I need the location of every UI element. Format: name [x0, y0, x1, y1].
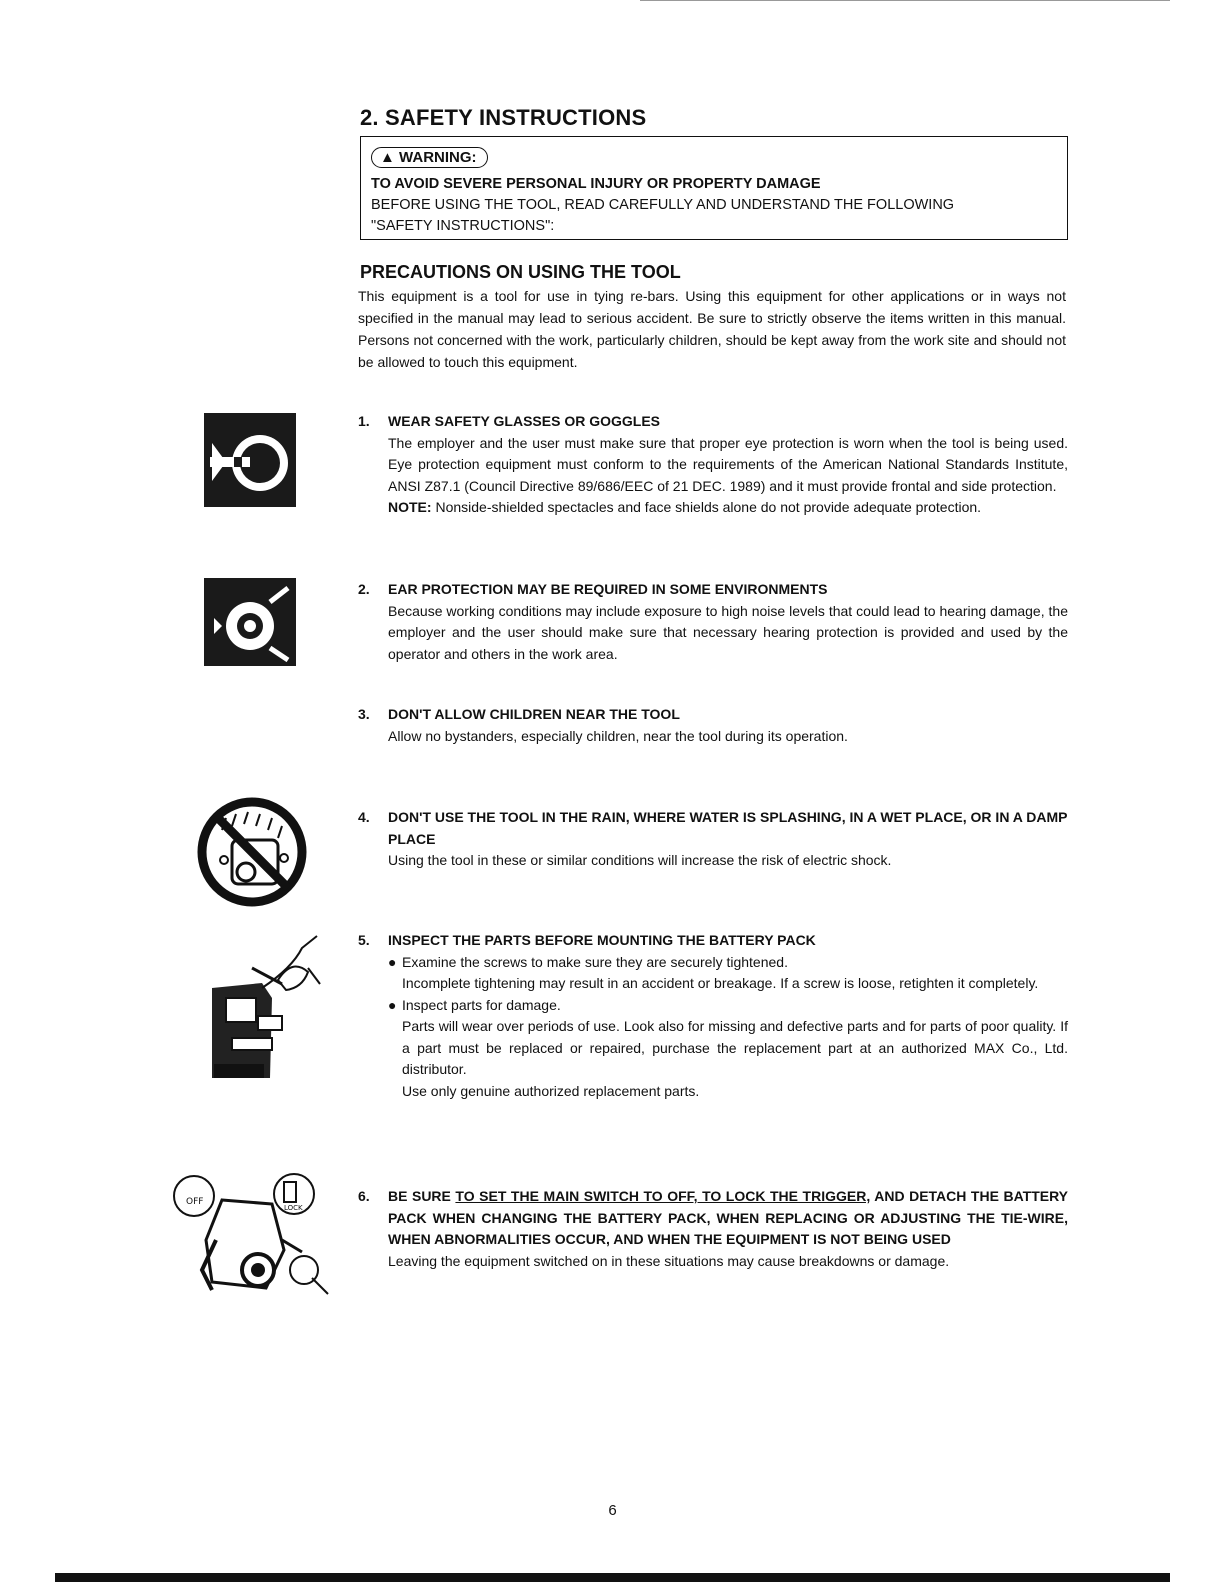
- item-4-body: Using the tool in these or similar conditions will increase the risk of electric shock.: [388, 852, 892, 868]
- item-3: 3. DON'T ALLOW CHILDREN NEAR THE TOOL Allow no bystanders, especially children, near the tool during its operation.: [358, 704, 1068, 747]
- item-1-body: The employer and the user must make sure that proper eye protection is worn when the tool is being used. Eye protection equipment must conform to the requirements of the American National Standards Institute, ANSI Z87.1 (Council Directive 89/686/EEC of 21 DEC. 1989) and it must provide frontal and side protection.: [388, 434, 1068, 494]
- item-5-bullet-2: ● Inspect parts for damage.: [388, 996, 561, 1013]
- item-5-bullet-1: ● Examine the screws to make sure they are securely tightened.: [388, 953, 788, 970]
- item-2-body: Because working conditions may include exposure to high noise levels that could lead to hearing damage, the employer and the user should make sure that necessary hearing protection is provided and used by the operator and others in the work area.: [388, 602, 1068, 662]
- warning-box: [360, 136, 1068, 240]
- item-1: 1. WEAR SAFETY GLASSES OR GOGGLES The employer and the user must make sure that proper eye protection is worn when the tool is being used. Eye protection equipment must conform to the requirements of the American National Standards Institute, ANSI Z87.1 (Council Directive 89/686/EEC of 21 DEC. 1989) and it must provide frontal and side protection. NOTE: Nonside-shielded spectacles and face shields alone do not provide adequate protection.: [358, 411, 1068, 519]
- no-rain-icon: [196, 796, 308, 908]
- precautions-heading: PRECAUTIONS ON USING THE TOOL: [360, 262, 681, 282]
- switch-off-lock-icon: [172, 1170, 332, 1300]
- item-4: 4. DON'T USE THE TOOL IN THE RAIN, WHERE WATER IS SPLASHING, IN A WET PLACE, OR IN A DAMP PLACE Using the tool in these or similar conditions will increase the risk of electric shock.: [358, 807, 1068, 872]
- top-rule: [640, 0, 1170, 1]
- item-5-bullet-2-extra: Use only genuine authorized replacement parts.: [402, 1082, 700, 1099]
- item-3-title: DON'T ALLOW CHILDREN NEAR THE TOOL: [388, 706, 680, 722]
- warning-line-1: TO AVOID SEVERE PERSONAL INJURY OR PROPERTY DAMAGE: [371, 176, 821, 192]
- lock-label: LOCK: [284, 1204, 303, 1212]
- item-5-bullet-1-detail: Incomplete tightening may result in an accident or breakage. If a screw is loose, retighten it completely.: [402, 975, 1039, 991]
- item-5-title: INSPECT THE PARTS BEFORE MOUNTING THE BATTERY PACK: [388, 932, 816, 948]
- section-title: 2. SAFETY INSTRUCTIONS: [360, 105, 647, 130]
- warning-triangle-icon: ▲: [380, 149, 395, 166]
- warning-label: ▲ WARNING:: [371, 147, 488, 168]
- item-1-note: NOTE: Nonside-shielded spectacles and face shields alone do not provide adequate protection.: [388, 499, 982, 515]
- item-6-body: Leaving the equipment switched on in these situations may cause breakdowns or damage.: [388, 1252, 950, 1269]
- warning-line-2: BEFORE USING THE TOOL, READ CAREFULLY AND UNDERSTAND THE FOLLOWING: [371, 197, 955, 213]
- precautions-text: This equipment is a tool for use in tying re-bars. Using this equipment for other applications or in ways not specified in the manual may lead to serious accident. Be sure to strictly observe the items written in this manual. Persons not concerned with the work, particularly children, should be kept away from the work site and should not be allowed to touch this equipment.: [358, 288, 1066, 370]
- item-5: 5. INSPECT THE PARTS BEFORE MOUNTING THE BATTERY PACK ● Examine the screws to make sure they are securely tightened. Incomplete tightening may result in an accident or breakage. If a screw is loose, retighten it completely. ● Inspect parts for damage. Parts will wear over periods of use. Look also for missing and defective parts and for parts of poor quality. If a part must be replaced or repaired, purchase the replacement part at an authorized MAX Co., Ltd. distributor. Use only genuine authorized replacement parts.: [358, 930, 1068, 1102]
- item-6: 6. BE SURE TO SET THE MAIN SWITCH TO OFF, TO LOCK THE TRIGGER, AND DETACH THE BATTERY PACK WHEN CHANGING THE BATTERY PACK, WHEN REPLACING OR ADJUSTING THE TIE-WIRE, WHEN ABNORMALITIES OCCUR, AND WHEN THE EQUIPMENT IS NOT BEING USED Leaving the equipment switched on in these situations may cause breakdowns or damage.: [358, 1186, 1068, 1272]
- goggles-icon: [204, 413, 296, 507]
- item-5-bullet-2-detail: Parts will wear over periods of use. Look also for missing and defective parts and for parts of poor quality. If a part must be replaced or repaired, purchase the replacement part at an authorized MAX Co., Ltd. distributor.: [402, 1018, 1068, 1077]
- item-6-title: BE SURE TO SET THE MAIN SWITCH TO OFF, TO LOCK THE TRIGGER, AND DETACH THE BATTERY PACK WHEN CHANGING THE BATTERY PACK, WHEN REPLACING OR ADJUSTING THE TIE-WIRE, WHEN ABNORMALITIES OCCUR, AND WHEN THE EQUIPMENT IS NOT BEING USED: [388, 1188, 1069, 1247]
- item-4-title: DON'T USE THE TOOL IN THE RAIN, WHERE WATER IS SPLASHING, IN A WET PLACE, OR IN A DAMP PLACE: [388, 809, 1068, 847]
- page-number: 6: [608, 1502, 617, 1519]
- item-3-body: Allow no bystanders, especially children, near the tool during its operation.: [388, 727, 848, 744]
- warning-line-3: "SAFETY INSTRUCTIONS":: [371, 218, 555, 234]
- item-1-title: WEAR SAFETY GLASSES OR GOGGLES: [388, 413, 660, 429]
- bottom-bar: [55, 1573, 1170, 1582]
- inspect-parts-icon: [192, 928, 324, 1084]
- item-2: 2. EAR PROTECTION MAY BE REQUIRED IN SOME ENVIRONMENTS Because working conditions may include exposure to high noise levels that could lead to hearing damage, the employer and the user should make sure that necessary hearing protection is provided and used by the operator and others in the work area.: [358, 579, 1068, 665]
- ear-protection-icon: [204, 578, 296, 666]
- item-2-title: EAR PROTECTION MAY BE REQUIRED IN SOME ENVIRONMENTS: [388, 581, 828, 597]
- off-label: OFF: [186, 1197, 204, 1207]
